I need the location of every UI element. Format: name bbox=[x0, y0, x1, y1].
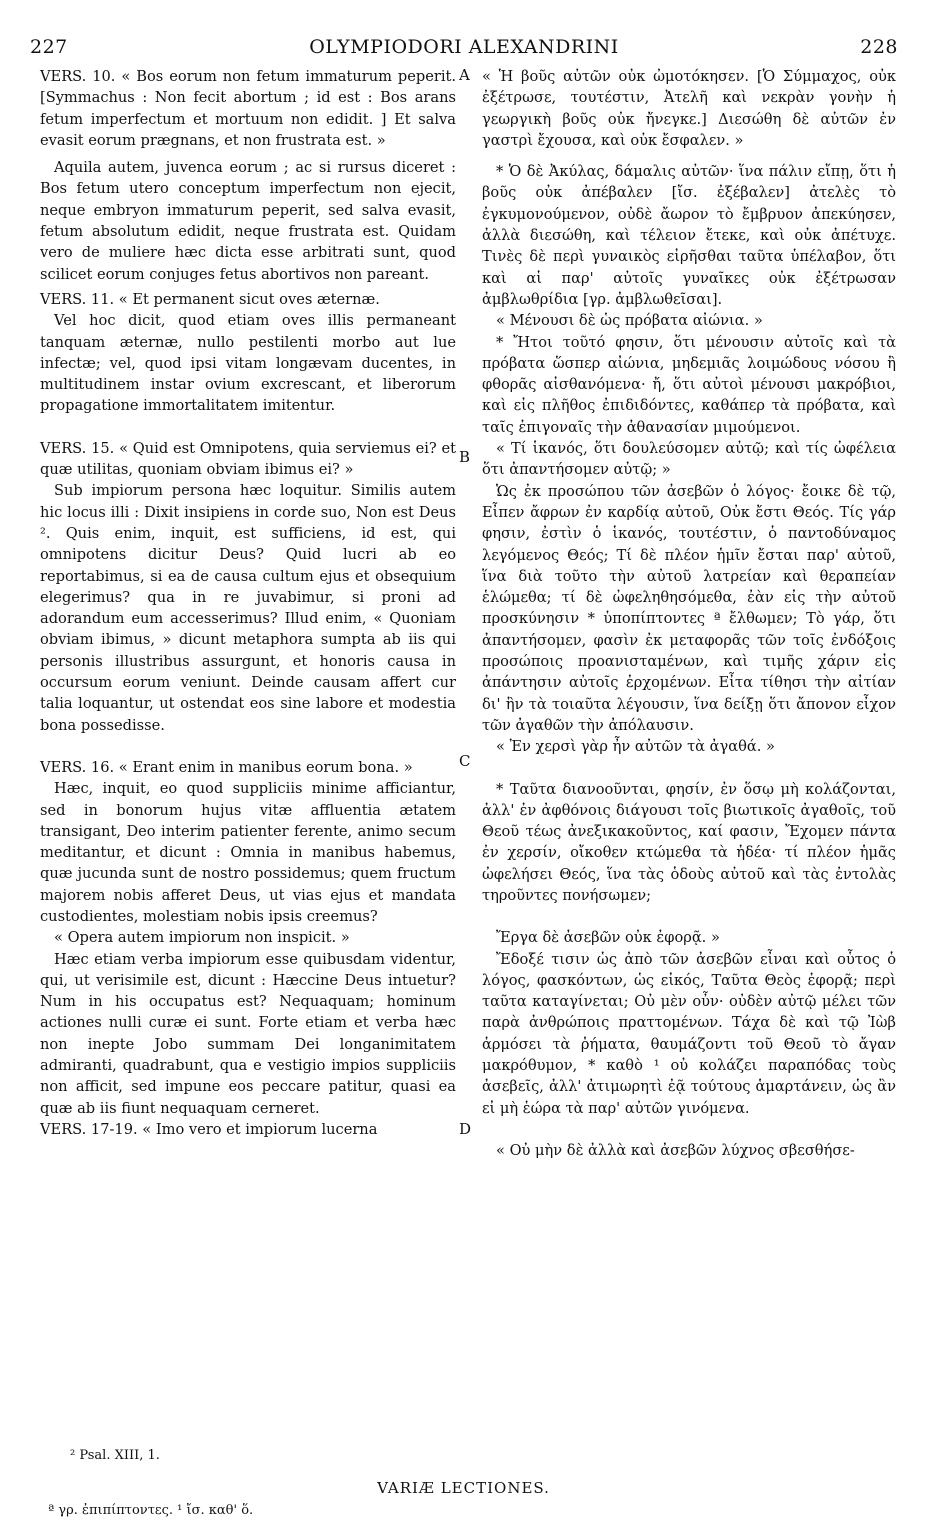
latin-para-4: Vel hoc dicit, quod etiam oves illis permaneant tanquam æternæ, nullo pestilenti morbo aut lue infectæ; vel, quod ipsi vitam longævam ducentes, in multitudinem instar ovium excrescant, et liberorum propagatione immortalitatem imitentur. bbox=[40, 312, 456, 415]
footnote: ² Psal. XIII, 1. bbox=[70, 1448, 160, 1463]
latin-para-3: VERS. 11. « Et permanent sicut oves æternæ. bbox=[40, 290, 380, 308]
greek-para-5: « Τί ἱκανός, ὅτι δουλεύσομεν αὐτῷ; καὶ τίς ὠφέλεια ὅτι ἀπαντήσομεν αὐτῷ; » bbox=[482, 440, 896, 479]
latin-column bbox=[40, 66, 456, 1140]
greek-para-3: « Μένουσι δὲ ὡς πρόβατα αἰώνια. » bbox=[496, 312, 763, 330]
margin-letter-c: C bbox=[459, 752, 471, 770]
latin-para-2: Aquila autem, juvenca eorum ; ac si rursus diceret : Bos fetum utero conceptum imperfectum non ejecit, neque embryon immaturum peperit, sed salva evasit, fetum absolutum edidit, neque frustrata est. Quidam vero de muliere hæc dicta esse arbitrati sunt, quod scilicet eorum conjuges fetus abortivos non pareant. bbox=[40, 159, 456, 283]
latin-para-8: Hæc, inquit, eo quod suppliciis minime afficiantur, sed in bonorum hujus vitæ affluentia ætatem transigant, Deo interim patienter ferente, animo secum meditantur, et dicunt : Omnia in manibus habemus, quæ jucunda sunt de nostro possidemus; quem fructum majorem nobis afferet Deus, ut vias ejus et mandata custodientes, molestiam nobis ipsis creemus? bbox=[40, 780, 456, 925]
page-number-right: 228 bbox=[860, 36, 898, 58]
greek-para-10: Ἔδοξέ τισιν ὡς ἀπὸ τῶν ἀσεβῶν εἶναι καὶ οὗτος ὁ λόγος, φασκόντων, ὡς εἰκός, Ταῦτα Θεὸς ἐφορᾷ; περὶ ταῦτα καταγίνεται; Οὐ μὲν οὖν· οὐδὲν αὐτῷ μέλει τῶν παρὰ ἀνθρώποις πραττομένων. Τάχα δὲ καὶ τῷ Ἰὼβ ἁρμόσει τὰ ῥήματα, θαυμάζοντι τοῦ Θεοῦ τὸ ἄγαν μακρόθυμον, * καθὸ ¹ οὐ κολάζει παραπόδας τοὺς ἀσεβεῖς, ἀλλ' ἀτιμωρητὶ ἐᾷ τούτους ἁμαρτάνειν, ὡς ἂν εἰ μὴ ἑώρα τὰ παρ' αὐτῶν γινόμενα. bbox=[482, 950, 896, 1117]
latin-para-5: VERS. 15. « Quid est Omnipotens, quia serviemus ei? et quæ utilitas, quoniam obviam ibimus ei? » bbox=[40, 439, 456, 479]
greek-para-7: « Ἐν χερσὶ γὰρ ἦν αὐτῶν τὰ ἀγαθά. » bbox=[496, 738, 775, 756]
greek-para-4: * Ἤτοι τοῦτό φησιν, ὅτι μένουσιν αὐτοῖς καὶ τὰ πρόβατα ὥσπερ αἰώνια, μηδεμιᾶς λοιμώδους νόσου ἢ φθορᾶς αἰσθανόμενα· ἤ, ὅτι αὐτοὶ μένουσι μακρόβιοι, καὶ εἰς πλῆθος ἐπιδιδόντες, καθάπερ τὰ πρόβατα, καὶ ταῖς ἐπιγοναῖς τὴν ἀθανασίαν μιμούμενοι. bbox=[482, 333, 896, 436]
greek-para-8: * Ταῦτα διανοοῦνται, φησίν, ἐν ὅσῳ μὴ κολάζονται, ἀλλ' ἐν ἀφθόνοις διάγουσι τοῖς βιωτικοῖς ἀγαθοῖς, τοῦ Θεοῦ τέως ἀνεξικακοῦντος, καί φασιν, Ἔχομεν πάντα ἐν χερσίν, οἴκοθεν κτώμεθα τὰ ἡδέα· τί πλέον ἡμᾶς ὠφελήσει Θεός, ἵνα τὰς ὁδοὺς αὐτοῦ καὶ τὰς ἐντολὰς τηροῦντες πονήσωμεν; bbox=[482, 780, 896, 904]
greek-para-6: Ὡς ἐκ προσώπου τῶν ἀσεβῶν ὁ λόγος· ἔοικε δὲ τῷ, Εἶπεν ἄφρων ἐν καρδίᾳ αὐτοῦ, Οὐκ ἔστι Θεός. Τίς γάρ φησιν, ἐστὶν ὁ ἱκανός, τουτέστιν, ὁ παντοδύναμος λεγόμενος Θεός; Τί δὲ πλέον ἡμῖν ἔσται παρ' αὐτοῦ, ἵνα διὰ τοῦτο τὴν αὐτοῦ λατρείαν καὶ θεραπείαν ἑλώμεθα; τί δὲ ὠφεληθησόμεθα, ἐὰν εἰς τὴν αὐτοῦ προσκύνησιν * ὑποπίπτοντες ª ἔλθωμεν; Τὸ γάρ, ὅτι ἀπαντήσομεν, φασὶν ἐκ μεταφορᾶς τῶν τοῖς ἐνδόξοις προσώποις προανισταμένων, καὶ τιμῆς χάριν εἰς ἀπάντησιν αὐτοῖς ἐρχομένων. Εἶτα τίθησι τὴν αἰτίαν δι' ἣν τὰ τοιαῦτα λέγουσιν, ἵνα δείξῃ ὅτι ἄπονον εἶχον τῶν ἀγαθῶν τὴν ἀπόλαυσιν. bbox=[482, 482, 896, 734]
greek-column bbox=[482, 66, 896, 1161]
greek-para-9: Ἔργα δὲ ἀσεβῶν οὐκ ἐφορᾷ. » bbox=[496, 929, 720, 947]
running-title: OLYMPIODORI ALEXANDRINI bbox=[309, 36, 619, 58]
page-header bbox=[30, 36, 898, 60]
latin-para-9: « Opera autem impiorum non inspicit. » bbox=[54, 929, 350, 947]
latin-para-1: VERS. 10. « Bos eorum non fetum immaturum peperit. [Symmachus : Non fecit abortum ; id est : Bos arans fetum imperfectum et mortuum non edidit. ] Et salva evasit eorum prægnans, et non frustrata est. » bbox=[40, 68, 456, 149]
latin-para-6: Sub impiorum persona hæc loquitur. Similis autem hic locus illi : Dixit insipiens in corde suo, Non est Deus ². Quis enim, inquit, est sufficiens, id est, qui omnipotens dicitur Deus? Quid lucri ab eo reportabimus, si ea de causa cultum ejus et obsequium elegerimus? qua in re juvabimur, si proni ad adorandum eum accesserimus? Illud enim, « Quoniam obviam ibimus, » dicunt metaphora sumpta ab iis qui personis illustribus assurgunt, et honoris causa in occursum eorum veniunt. Deinde causam affert cur talia loquantur, ut ostendat eos sine labore et modestia bona possedisse. bbox=[40, 482, 456, 734]
latin-para-10: Hæc etiam verba impiorum esse quibusdam videntur, qui, ut verisimile est, dicunt : Hæccine Deus intuetur? Num in his occupatus est? Nequaquam; hominum actiones nulli curæ ei sunt. Forte etiam et verba hæc non inepte Jobo summam Dei longanimitatem admiranti, quadrabunt, qua e vestigio impios suppliciis non afficit, sed impune eos peccare patitur, quasi ea quæ ab iis fiunt nequaquam cerneret. bbox=[40, 950, 456, 1117]
page-number-left: 227 bbox=[30, 36, 68, 58]
margin-letter-b: B bbox=[459, 448, 471, 466]
greek-para-2: * Ὁ δὲ Ἀκύλας, δάμαλις αὐτῶν· ἵνα πάλιν εἴπῃ, ὅτι ἡ βοῦς οὐκ ἀπέβαλεν [ἴσ. ἐξέβαλεν] ἀτελὲς τὸ ἐγκυμονούμενον, οὐδὲ ἄωρον τὸ ἔμβρυον ἀπεκύησεν, ἀλλὰ διεσώθη, καὶ τέλειον ἔτεκε, καὶ οὐκ ἀπέτυχε. Τινὲς δὲ περὶ γυναικὸς εἰρῆσθαι ταῦτα ὑπέλαβον, ὅτι καὶ αἱ παρ' αὐτοῖς γυναῖκες οὐκ ἐξέτρωσαν ἀμβλωθρίδια [γρ. ἀμβλωθεῖσαι]. bbox=[482, 163, 896, 308]
margin-letter-a: A bbox=[459, 66, 470, 84]
greek-para-11: « Οὐ μὴν δὲ ἀλλὰ καὶ ἀσεβῶν λύχνος σβεσθήσε- bbox=[496, 1141, 855, 1159]
margin-letter-d: D bbox=[459, 1120, 472, 1138]
variae-lectiones-text: ª γρ. ἐπιπίπτοντες. ¹ ἴσ. καθ' ὅ. bbox=[48, 1503, 254, 1518]
latin-para-7: VERS. 16. « Erant enim in manibus eorum bona. » bbox=[40, 758, 413, 776]
latin-para-11: VERS. 17-19. « Imo vero et impiorum lucerna bbox=[40, 1120, 378, 1138]
greek-para-1: « Ἡ βοῦς αὐτῶν οὐκ ὠμοτόκησεν. [Ὁ Σύμμαχος, οὐκ ἐξέτρωσε, τουτέστιν, Ἀτελῆ καὶ νεκρὰν γονὴν ἡ γεωργικὴ βοῦς οὐκ ἤνεγκε.] Διεσώθη δὲ αὐτῶν ἐν γαστρὶ ἔχουσα, καὶ οὐκ ἔσφαλεν. » bbox=[482, 68, 896, 149]
variae-lectiones-title: VARIÆ LECTIONES. bbox=[377, 1479, 550, 1497]
